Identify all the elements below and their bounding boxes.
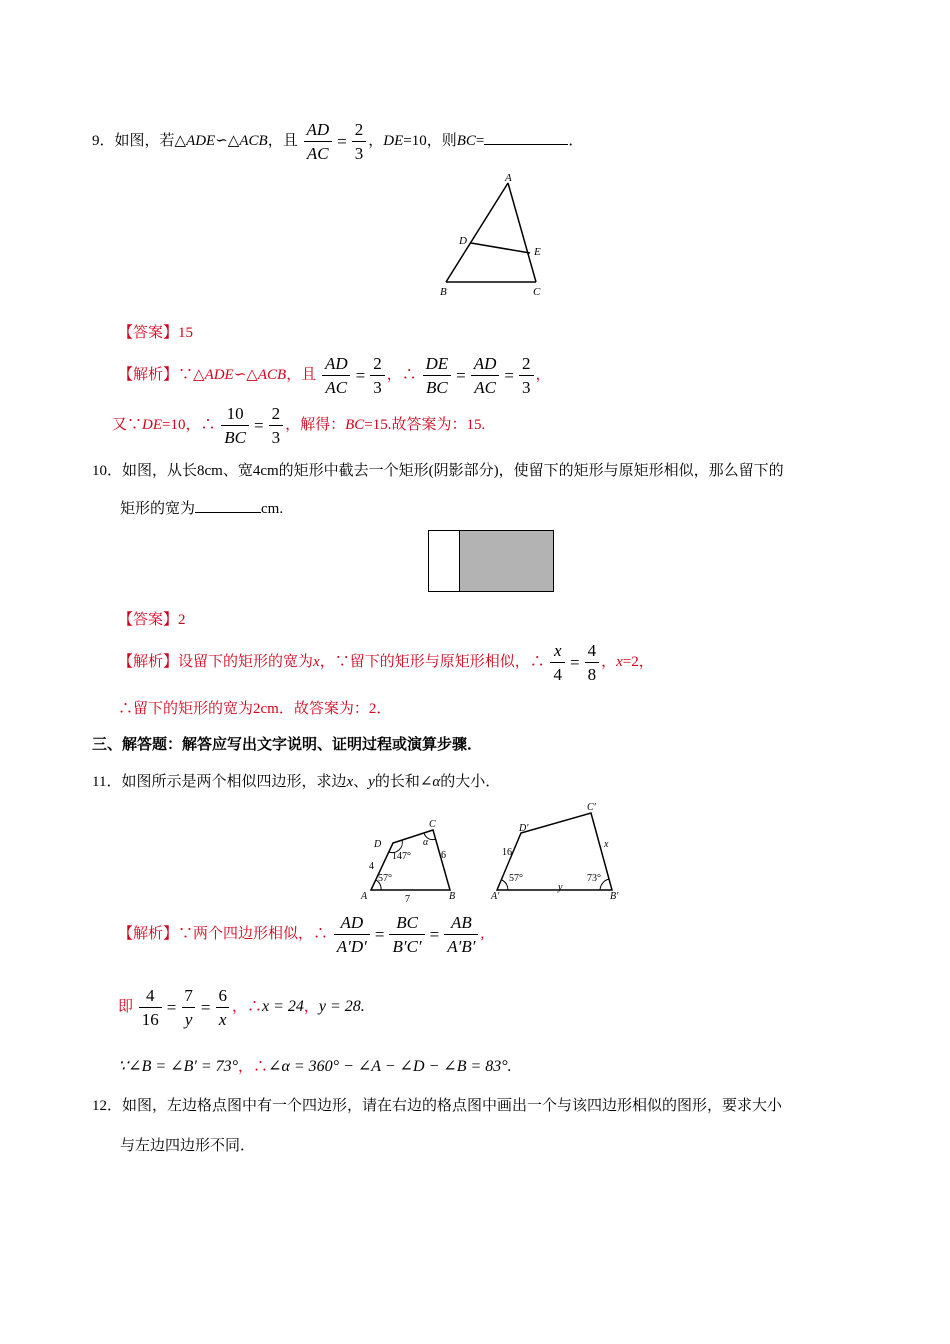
q11-left-angle-a: 57° (378, 873, 392, 884)
q9-number: 9． (92, 132, 115, 149)
q10-answer-blank[interactable] (195, 512, 261, 513)
q9-analysis-line1: 【解析】∵△ADE∽△ACB，且 $\frac{AD}{AC}$ = $\frac{2}{3}$ ，∴ $\frac{DE}{BC}$ = $\frac{AD}{AC}$ = $\frac{2}{3}$ ， (118, 354, 551, 397)
q11-right-angle-b-arc (600, 879, 609, 890)
q11-right-angle-a-arc (502, 880, 508, 890)
q9-label-b: B (440, 286, 447, 298)
q9-analysis-line2: 又∵DE=10，∴ $\frac{10}{BC}$ = $\frac{2}{3}$ ，解得：BC=15.故答案为：15. (112, 404, 486, 447)
q11-right-angle-b: 73° (587, 873, 601, 884)
q11-right-label-a: A′ (491, 891, 500, 902)
q10-analysis-line1: 【解析】设留下的矩形的宽为x，∵留下的矩形与原矩形相似，∴ $\frac{x}{4}$ = $\frac{4}{8}$ ，x=2， (118, 641, 654, 684)
q10-answer: 【答案】2 (118, 612, 186, 628)
q12-question-line1: 12．如图，左边格点图中有一个四边形，请在右边的格点图中画出一个与该四边形相似的图形，要求大小 (92, 1098, 783, 1114)
q9-label-e: E (534, 246, 541, 258)
q9-answer-blank[interactable] (484, 144, 568, 145)
q11-right-side-bc: x (604, 839, 609, 850)
q11-left-angle-d: 147° (392, 851, 411, 862)
q11-right-label-d: D′ (519, 823, 529, 834)
q10-rectangle-figure (428, 530, 554, 592)
q11-left-angle-c: α (423, 837, 429, 848)
q11-analysis-line2: 即 $\frac{4}{16}$ = $\frac{7}{y}$ = $\frac{6}{x}$ ，∴x = 24，y = 28. (118, 986, 365, 1029)
q9-question: 9．如图，若△ADE∽△ACB，且 $\frac{AD}{AC}$ = $\frac{2}{3}$ ，DE=10，则BC= ． (92, 120, 584, 163)
q10-shaded-rectangle (459, 531, 553, 591)
q11-left-side-ab: 7 (405, 894, 410, 905)
q9-line-ab (446, 183, 508, 282)
q9-line-ac (508, 183, 536, 282)
q9-line-de (471, 243, 530, 253)
q11-right-side-ad: 16 (502, 847, 512, 858)
q9-label-c: C (533, 286, 541, 298)
q11-question: 11．如图所示是两个相似四边形，求边x、y的长和∠α的大小． (92, 774, 501, 790)
q9-label-d: D (459, 235, 467, 247)
q11-analysis-line1: 【解析】∵两个四边形相似，∴ $\frac{AD}{A'D'}$ = $\frac{BC}{B'C'}$ = $\frac{AB}{A'B'}$ , (118, 913, 485, 956)
q10-question-line2: 矩形的宽为 cm. (120, 501, 284, 517)
q11-analysis-line3: ∵∠B = ∠B′ = 73°，∴∠α = 360° − ∠A − ∠D − ∠B = 83°. (118, 1058, 512, 1075)
q9-label-a: A (505, 172, 512, 184)
q9-fraction-2-3: $\frac{2}{3}$ (352, 120, 367, 163)
q11-left-label-a: A (361, 891, 368, 902)
q11-left-label-d: D (374, 839, 382, 850)
q11-right-angle-a: 57° (509, 873, 523, 884)
section3-title: 三、解答题：解答应写出文字说明、证明过程或演算步骤． (92, 737, 483, 753)
q11-left-label-c: C (429, 819, 436, 830)
q9-fraction-ad-ac: $\frac{AD}{AC}$ (303, 120, 332, 163)
q11-left-side-ad: 4 (369, 861, 374, 872)
q11-right-label-b: B′ (610, 891, 619, 902)
q11-left-label-b: B (449, 891, 456, 902)
q12-question-line2: 与左边四边形不同． (120, 1138, 256, 1154)
q9-answer: 【答案】15 (118, 325, 194, 341)
q10-question-line1: 10．如图，从长8cm、宽4cm的矩形中截去一个矩形(阴影部分)，使留下的矩形与原矩形相似，那么留下的 (92, 463, 784, 479)
q9-triangle-figure (430, 170, 550, 300)
q11-left-side-bc: 6 (441, 850, 446, 861)
q11-right-label-c: C′ (587, 802, 596, 813)
q11-quadrilaterals-figure (355, 795, 635, 905)
q11-right-side-ab: y (558, 882, 563, 893)
q10-analysis-line2: ∴留下的矩形的宽为2cm．故答案为：2． (118, 701, 392, 717)
